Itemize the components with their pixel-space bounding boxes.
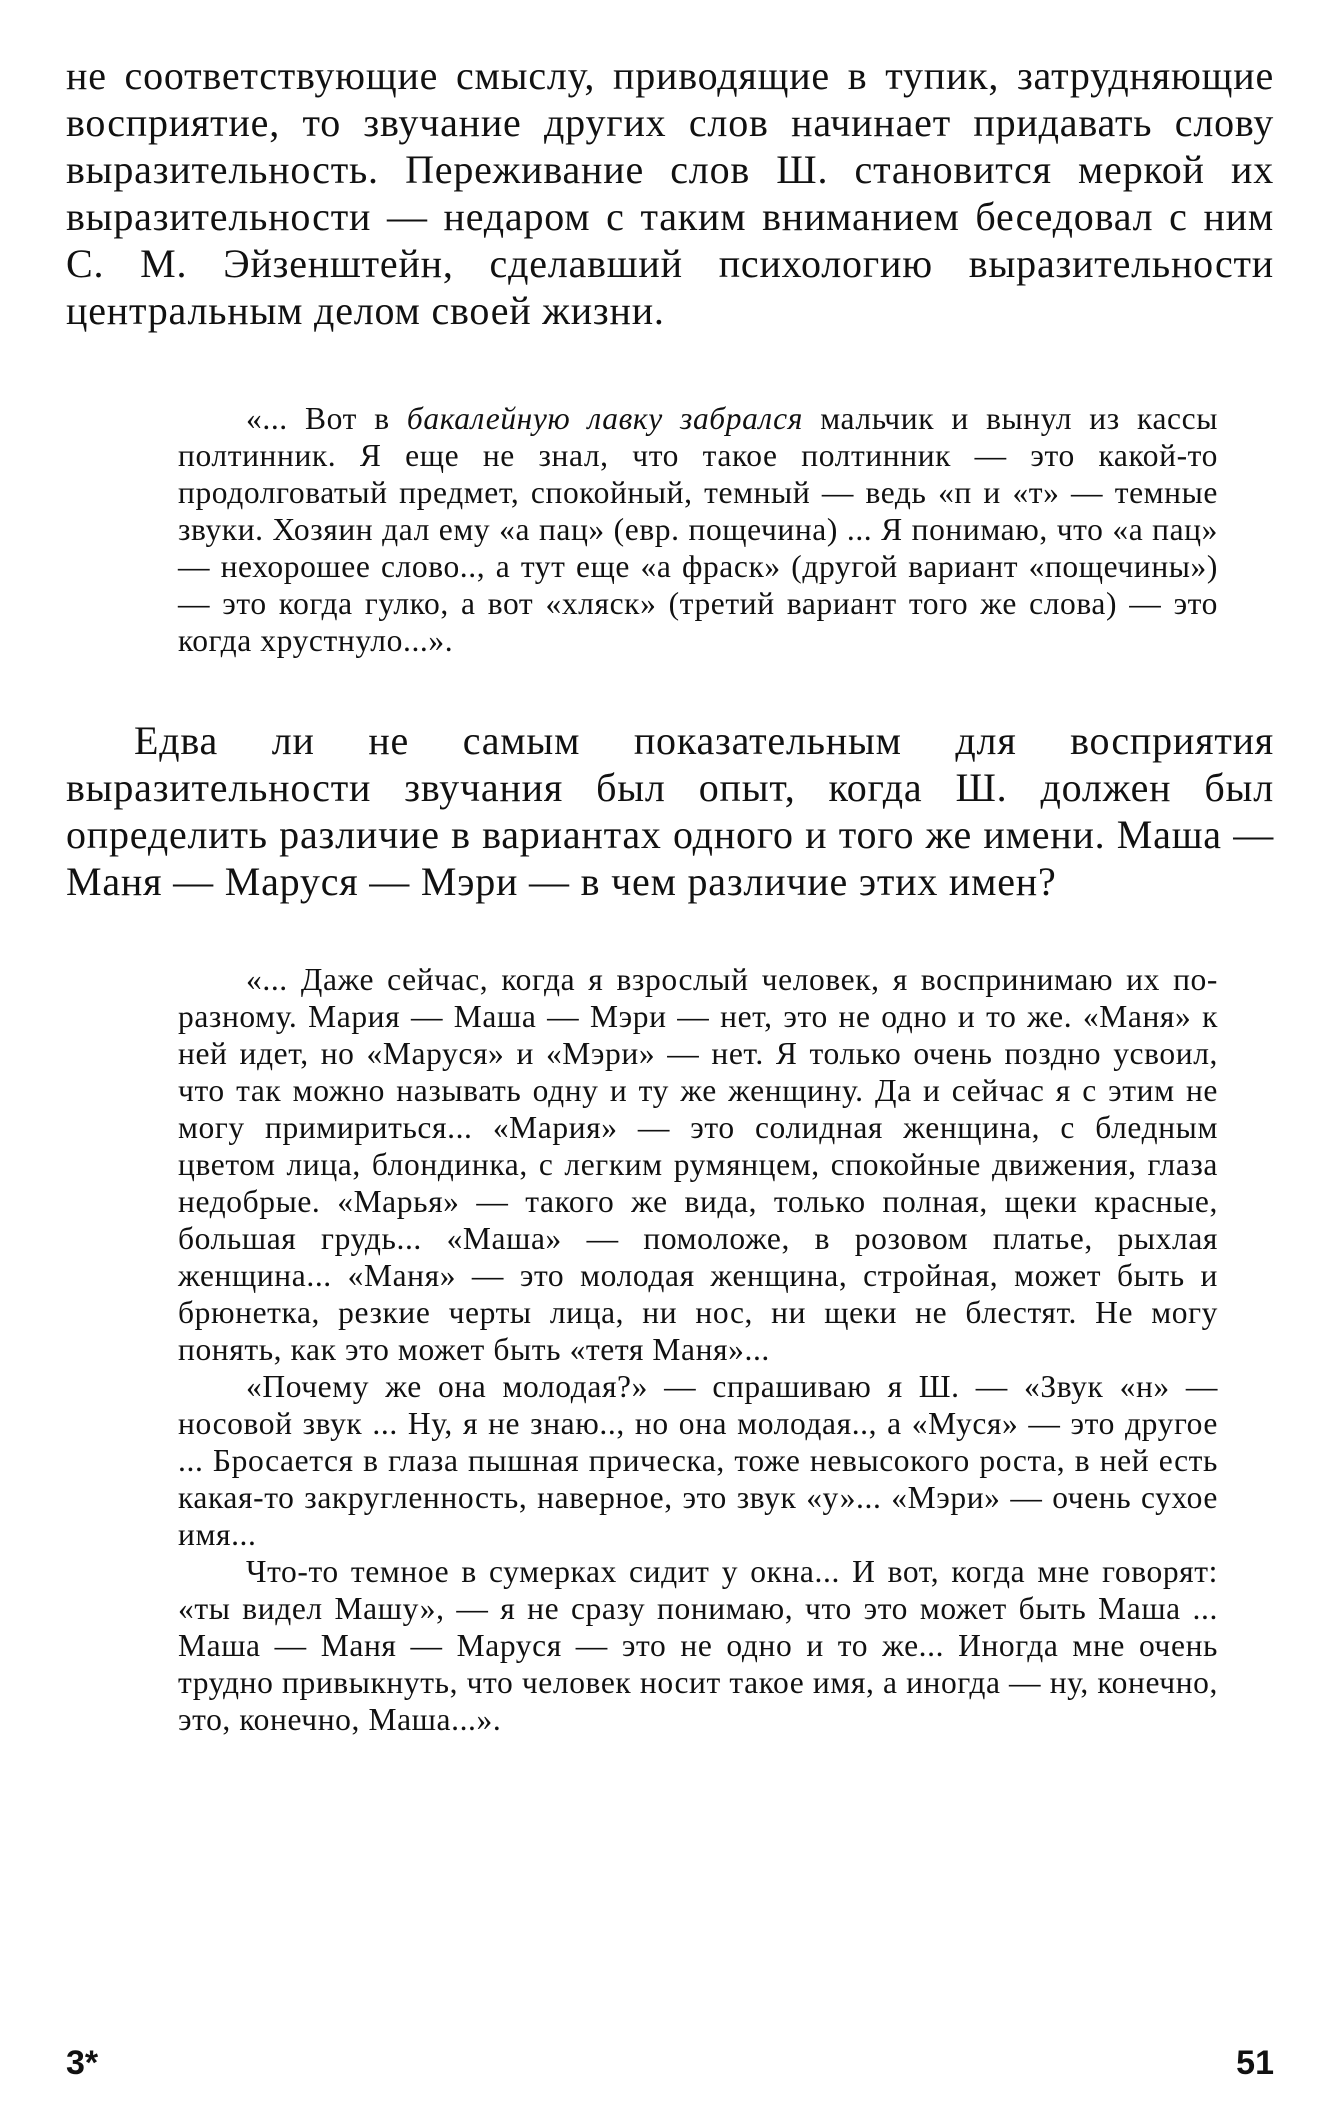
page-content	[66, 52, 1274, 1738]
quote-2-para-2: «Почему же она молодая?» — спрашиваю я Ш. — «Звук «н» — носовой звук ... Ну, я не знаю.., но она молодая.., а «Муся» — это другое ... Бросается в глаза пышная прическа, тоже невысокого роста, в ней есть какая-то закругленность, наверное, это звук «у»... «Мэри» — очень сухое имя...	[178, 1369, 1218, 1552]
quote-1-start: «... Вот в	[246, 401, 407, 436]
quote-1-rest: мальчик и вынул из кассы полтинник. Я еще не знал, что такое полтинник — это какой-то продолговатый предмет, спокойный, темный — ведь «п и «т» — темные звуки. Хозяин дал ему «а пац» (евр. пощечина) ... Я понимаю, что «а пац» — нехорошее слово.., а тут еще «а фраск» (другой вариант «пощечины») — это когда гулко, а вот «хляск» (третий вариант того же слова) — это когда хрустнуло...».	[178, 401, 1218, 658]
page-number: 51	[1236, 2044, 1274, 2082]
signature-mark: 3*	[66, 2044, 99, 2082]
quote-1	[178, 400, 1218, 659]
quote-1-italic: бакалейную лавку забрался	[406, 401, 803, 436]
quote-1-text	[178, 400, 1218, 659]
quote-2-para-1: «... Даже сейчас, когда я взрослый человек, я воспринимаю их по-разному. Мария — Маша — Мэри — нет, это не одно и то же. «Маня» к ней идет, но «Маруся» и «Мэри» — нет. Я только очень поздно усвоил, что так можно называть одну и ту же женщину. Да и сейчас я с этим не могу примириться... «Мария» — это солидная женщина, с бледным цветом лица, блондинка, с легким румянцем, спокойные движения, глаза недобрые. «Марья» — такого же вида, только полная, щеки красные, большая грудь... «Маша» — помоложе, в розовом платье, рыхлая женщина... «Маня» — это молодая женщина, стройная, может быть и брюнетка, резкие черты лица, ни нос, ни щеки не блестят. Не могу понять, как это может быть «тетя Маня»...	[178, 962, 1218, 1367]
paragraph-2: Едва ли не самым показательным для восприятия выразительности звучания был опыт, когда Ш. должен был определить различие в вариантах одного и того же имени. Маша — Маня — Маруся — Мэри — в чем различие этих имен?	[66, 718, 1274, 904]
paragraph-1: не соответствующие смыслу, приводящие в тупик, затрудняющие восприятие, то звучание других слов начинает придавать слову выразительность. Переживание слов Ш. становится меркой их выразительности — недаром с таким вниманием беседовал с ним С. М. Эйзенштейн, сделавший психологию выразительности центральным делом своей жизни.	[66, 53, 1274, 333]
quote-2-para-3: Что-то темное в сумерках сидит у окна... И вот, когда мне говорят: «ты видел Машу», — я не сразу понимаю, что это может быть Маша ... Маша — Маня — Маруся — это не одно и то же... Иногда мне очень трудно привыкнуть, что человек носит такое имя, а иногда — ну, конечно, это, конечно, Маша...».	[178, 1554, 1218, 1737]
quote-2	[178, 961, 1218, 1738]
